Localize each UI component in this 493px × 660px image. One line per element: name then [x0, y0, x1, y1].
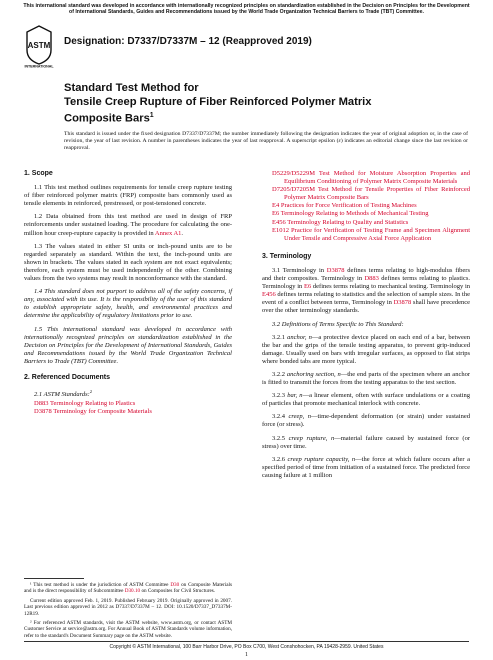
ref-item-e4 — [262, 202, 470, 210]
fn1-a: ¹ This test method is under the jurisdiction of ASTM Committee — [30, 582, 171, 588]
t325-num: 3.2.5 — [272, 434, 289, 442]
terminology-3-2-3 — [262, 392, 470, 408]
scope-1-5: 1.5 This international standard was developed in accordance with internationally recognized principles on standardization established in the Decision on Principles for the Development of International Standards, Guides and Recommendations issued by the World Trade Organization Technical Barriers to Trade (TBT) Committee. — [24, 325, 232, 365]
footnote-rule — [24, 578, 84, 579]
ref-title-d3878: Terminology for Composite Materials — [51, 408, 152, 416]
t31-link-e6[interactable]: E6 — [303, 283, 312, 291]
ref-title-d7205: Test Method for Tensile Properties of Fiber Reinforced Polymer Matrix Composite Bars — [284, 186, 470, 202]
t31-a: 3.1 Terminology in — [272, 266, 327, 274]
scope-1-3: 1.3 The values stated in either SI units or inch-pound units are to be regarded separately as standard. Within the text, the inch-pound units are shown in brackets. The values stated in each system are not exact equivalents; therefore, each system must be used independently of the other. Combining values from the two systems may result in nonconformance with the standard. — [24, 242, 232, 283]
t31-link-e456[interactable]: E456 — [262, 291, 276, 299]
annex-link[interactable]: Annex A1 — [154, 229, 182, 237]
svg-text:ASTM: ASTM — [27, 41, 51, 50]
t325-text: —material failure caused by sustained force (or stress) over time. — [262, 434, 471, 450]
scope-1-1: 1.1 This test method outlines requirements for tensile creep rupture testing of fiber reinforced polymer matrix (FRP) composite bars commonly used as tensile elements in reinforced, prestressed, or post-tensioned concrete. — [24, 184, 232, 208]
ref-link-e6[interactable]: E6 — [272, 210, 280, 218]
document-title — [64, 82, 464, 126]
footnote-1-edition: Current edition approved Feb. 1, 2019. Published February 2019. Originally approved in 2007. Last previous edition approved in 2012 as D7337/D7337M – 12. DOI: 10.1520/D7337_D7337M-12R19. — [24, 597, 232, 617]
ref-title-d5229: Test Method for Moisture Absorption Properties and Equilibrium Conditioning of Polymer Matrix Composite Materials — [284, 170, 470, 186]
ref-item-e6 — [262, 210, 470, 218]
t326-term: creep rupture capacity, n — [287, 455, 356, 463]
t322-text: —the end parts of the specimen where an anchor is fitted to transmit the forces from the testing apparatus to the test section. — [262, 370, 470, 387]
ref-item-e1012 — [262, 227, 470, 243]
tbt-notice: This international standard was developed in accordance with internationally recognized principles on standardization established in the Decision on Principles for the Development of International Standards, Guides and Recommendations issued by the World Trade Organization Technical Barriers to Trade (TBT) Committee. — [23, 3, 470, 16]
title-line-2: Tensile Creep Rupture of Fiber Reinforced Polymer Matrix — [64, 95, 372, 108]
ref-title-e1012: Practice for Verification of Testing Frame and Specimen Alignment Under Tensile and Compressive Axial Force Application — [284, 226, 470, 242]
t322-num: 3.2.2 — [272, 370, 287, 378]
scope-1-2-end: . — [181, 229, 184, 237]
t31-b: defines terms relating to high-modulus fibers and their composites. Terminology in — [262, 266, 470, 283]
t31-link-d3878-2[interactable]: D3878 — [393, 299, 412, 307]
ref-item-d883 — [24, 400, 232, 408]
title-line-3-text: Composite Bars — [64, 112, 150, 125]
ref-link-e4[interactable]: E4 — [272, 202, 280, 210]
copyright-footer: Copyright © ASTM International, 100 Barr Harbor Drive, PO Box C700, West Conshohocken, PA 19428-2959. United States — [109, 644, 384, 650]
t31-f: shall have precedence over the other terminology standards. — [262, 299, 470, 315]
terminology-heading: 3. Terminology — [262, 252, 312, 260]
terminology-3-2-4 — [262, 413, 470, 429]
scope-heading: 1. Scope — [24, 170, 53, 177]
ref-title-d883: Terminology Relating to Plastics — [48, 400, 136, 408]
footnote-1 — [24, 582, 232, 595]
fn1-link-d30[interactable]: D30 — [170, 582, 180, 588]
t31-link-d3878[interactable]: D3878 — [326, 266, 345, 274]
ref-item-e456 — [262, 219, 470, 227]
terminology-3-2-6 — [262, 456, 470, 480]
terminology-3-2-2 — [262, 371, 470, 387]
astm-standards-text: 2.1 ASTM Standards: — [34, 391, 90, 399]
fn1-link-d30-10[interactable]: D30.10 — [124, 588, 141, 595]
ref-title-e456: Terminology Relating to Quality and Statistics — [285, 218, 409, 226]
right-column — [262, 170, 470, 485]
t324-num: 3.2.4 — [272, 413, 289, 421]
terminology-3-2: 3.2 Definitions of Terms Specific to This Standard: — [272, 320, 404, 328]
fn1-c: on Composites for Civil Structures. — [140, 588, 216, 595]
astm-standards-label — [24, 388, 232, 399]
astm-logo-icon — [24, 24, 54, 68]
t31-e: defines terms relating to statistics and the selection of sample sizes. In the event of a conflict between terms, Terminology in — [262, 291, 470, 307]
t326-text: —the force at which failure occurs after a specified period of time from initiation of a sustained force. The predicted force causing failure at 1 million — [262, 455, 470, 479]
ref-link-d883[interactable]: D883 — [34, 400, 49, 408]
ref-title-e4: Practices for Force Verification of Testing Machines — [279, 202, 417, 210]
issued-under-note: This standard is issued under the fixed designation D7337/D7337M; the number immediately following the designation indicates the year of original adoption or, in the case of revision, the year of last revision. A number in parentheses indicates the year of last reapproval. A superscript epsilon (ε) indicates an editorial change since the last revision or reapproval. — [64, 131, 468, 152]
t321-num: 3.2.1 — [272, 333, 288, 341]
t31-d: defines terms relating to mechanical testing. Terminology in — [311, 283, 470, 291]
t323-term: bar, n — [287, 392, 303, 400]
page-number: 1 — [245, 652, 248, 658]
refdocs-heading: 2. Referenced Documents — [24, 373, 110, 381]
footnote-marker: 1 — [149, 112, 154, 119]
ref-link-e456[interactable]: E456 — [272, 218, 286, 226]
ref-link-d5229[interactable]: D5229/D5229M — [272, 170, 315, 177]
title-line-1: Standard Test Method for — [64, 82, 199, 94]
terminology-3-2-1 — [262, 334, 470, 366]
scope-1-4: 1.4 This standard does not purport to address all of the safety concerns, if any, associated with its use. It is the responsibility of the user of this standard to establish appropriate safety, health, and environmental practices and determine the applicability of regulatory limitations prior to use. — [24, 288, 232, 320]
t324-term: creep, n — [288, 413, 311, 421]
scope-1-2-text: 1.2 Data obtained from this test method are used in design of FRP reinforcements under sustained loading. The procedure for calculating the one-million hour creep-rupture capacity is provided in — [24, 213, 232, 237]
fn1-b: on Composite Materials and is the direct responsibility of Subcommittee — [24, 582, 232, 595]
footer-rule — [24, 641, 469, 642]
ref-title-e6: Terminology Relating to Methods of Mechanical Testing — [279, 210, 429, 218]
left-column — [24, 170, 232, 417]
footnotes — [24, 578, 232, 642]
t323-num: 3.2.3 — [272, 392, 288, 400]
footnote-2: ² For referenced ASTM standards, visit the ASTM website, www.astm.org, or contact ASTM Customer Service at service@astm.org. For Annual Book of ASTM Standards volume information, refer to the standard's Document Summary page on the ASTM website. — [24, 620, 232, 639]
t322-term: anchoring section, n — [286, 370, 341, 378]
title-line-3 — [64, 109, 464, 126]
ref-item-d3878 — [24, 408, 232, 416]
ref-link-d7205[interactable]: D7205/D7205M — [272, 186, 315, 194]
astm-standards-sup: 2 — [89, 389, 93, 395]
logo-text: INTERNATIONAL — [24, 64, 54, 68]
scope-1-2 — [24, 213, 232, 237]
t325-term: creep rupture, n — [288, 434, 335, 442]
t31-link-d883[interactable]: D883 — [364, 275, 379, 283]
designation: Designation: D7337/D7337M – 12 (Reapproved 2019) — [64, 36, 312, 47]
t31-c: defines terms relating to plastics. Terminology in — [262, 275, 470, 291]
terminology-3-2-5 — [262, 435, 470, 451]
t321-text: —a protective device placed on each end of a bar, between the bar and the grips of the tensile testing apparatus, to prevent grip-induced damage. Usually used on bars with irregular surfaces, as opposed to flat strips where bonded tabs are more typical. — [262, 333, 471, 365]
ref-link-d3878[interactable]: D3878 — [34, 408, 52, 416]
ref-item-d7205 — [262, 186, 470, 202]
t323-text: —a linear element, often with surface undulations or a coating of particles that promote mechanical interlock with concrete. — [262, 392, 471, 408]
t326-num: 3.2.6 — [272, 455, 288, 463]
ref-link-e1012[interactable]: E1012 — [272, 226, 289, 234]
t321-term: anchor, n — [287, 333, 312, 341]
terminology-3-1 — [262, 267, 470, 316]
t324-text: —time-dependent deformation (or strain) under sustained force (or stress). — [262, 413, 470, 429]
ref-item-d5229 — [262, 170, 470, 186]
